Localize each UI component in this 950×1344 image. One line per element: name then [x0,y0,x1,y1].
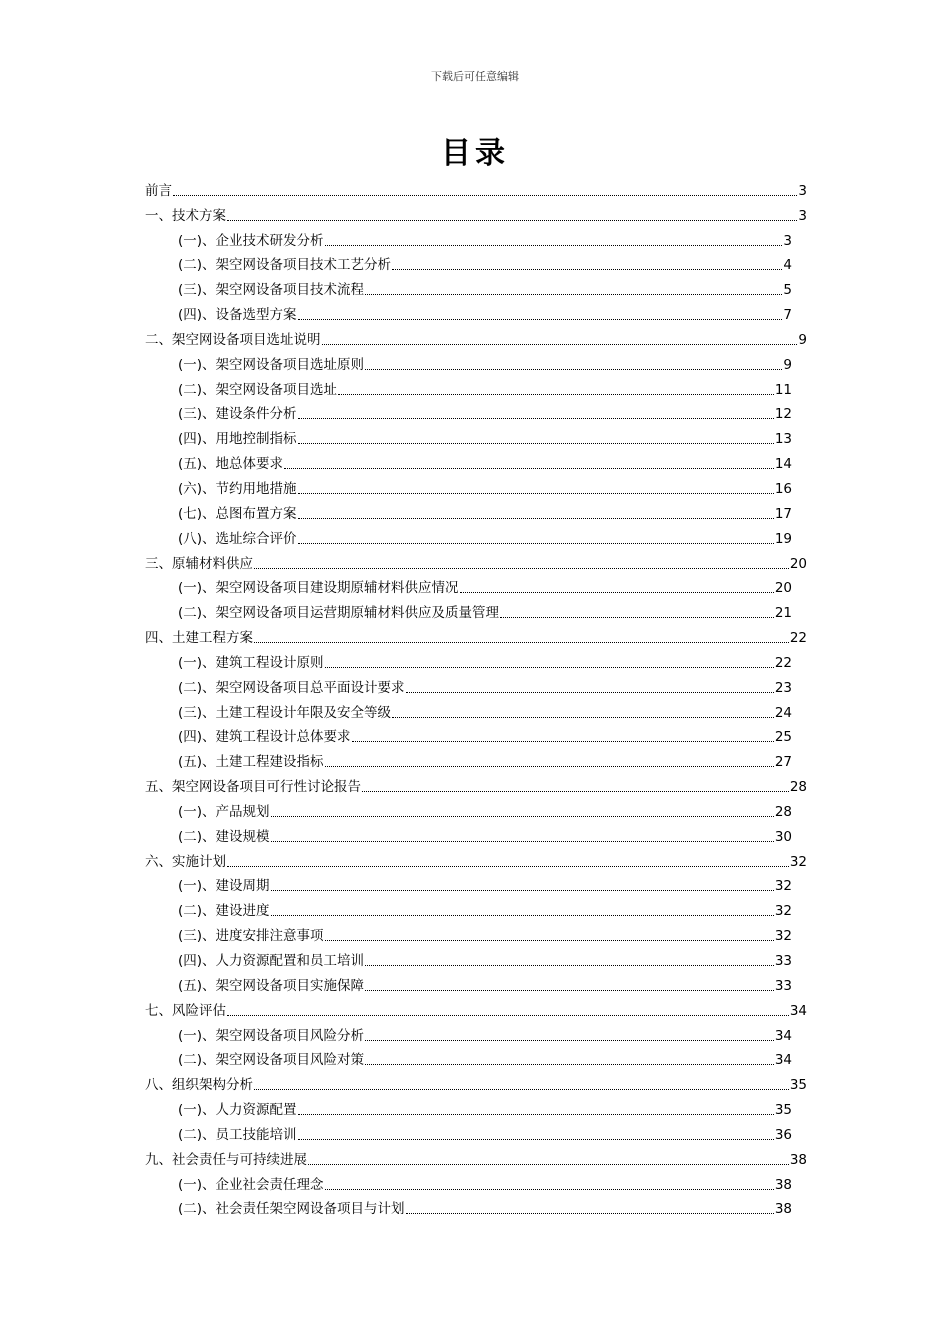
toc-entry-page-number: 13 [774,431,792,448]
toc-entry-page-number: 36 [774,1126,792,1143]
toc-entry-page-number: 33 [774,953,792,969]
toc-entry[interactable] [145,573,807,598]
toc-entry[interactable] [145,920,807,945]
toc-entry-page-number: 22 [789,630,807,647]
toc-dot-leader [298,1139,774,1140]
toc-dot-leader [500,617,774,618]
toc-entry-label: (一)、人力资源配置 [178,1102,297,1119]
toc-entry[interactable] [145,200,807,225]
toc-entry-label: (八)、选址综合评价 [178,530,297,547]
toc-dot-leader [365,369,782,370]
toc-entry-page-number: 22 [774,654,792,671]
toc-entry[interactable] [145,1194,807,1219]
toc-dot-leader [365,1064,774,1065]
toc-entry[interactable] [145,995,807,1020]
toc-entry[interactable] [145,1020,807,1045]
toc-entry-page-number: 30 [774,828,792,845]
toc-entry-label: (一)、企业社会责任理念 [178,1176,324,1193]
toc-entry-label: (三)、建设条件分析 [178,406,297,423]
toc-entry-page-number: 24 [774,704,792,721]
toc-entry-page-number: 5 [783,282,792,299]
toc-dot-leader [392,269,782,270]
toc-entry-page-number: 33 [774,977,792,994]
toc-entry-label: (五)、架空网设备项目实施保障 [178,977,365,994]
toc-entry-page-number: 17 [774,505,792,522]
toc-entry[interactable] [145,597,807,622]
toc-entry-page-number: 32 [774,903,792,920]
toc-entry[interactable] [145,324,807,349]
toc-entry-page-number: 16 [774,480,792,497]
toc-dot-leader [173,195,797,196]
toc-dot-leader [298,443,774,444]
toc-entry-label: (一)、架空网设备项目选址原则 [178,356,365,373]
toc-dot-leader [254,642,789,643]
toc-entry-label: (五)、土建工程建设指标 [178,754,324,771]
toc-dot-leader [271,915,774,916]
toc-entry[interactable] [145,1045,807,1070]
toc-entry-page-number: 28 [789,779,807,796]
toc-entry[interactable] [145,498,807,523]
toc-entry-label: (二)、架空网设备项目运营期原辅材料供应及质量管理 [178,605,500,622]
toc-dot-leader [254,568,789,569]
toc-entry-label: (四)、建筑工程设计总体要求 [178,729,351,746]
toc-entry[interactable] [145,399,807,424]
toc-entry-page-number: 27 [774,754,792,771]
toc-entry[interactable] [145,448,807,473]
toc-dot-leader [406,1213,774,1214]
toc-entry-label: 五、架空网设备项目可行性讨论报告 [145,779,361,796]
toc-entry-page-number: 19 [774,530,792,547]
toc-dot-leader [271,816,774,817]
toc-entry[interactable] [145,1094,807,1119]
toc-entry[interactable] [145,423,807,448]
toc-entry-label: (二)、架空网设备项目风险对策 [178,1052,365,1069]
toc-dot-leader [365,294,782,295]
toc-entry-page-number: 32 [774,878,792,895]
page-title: 目录 [441,136,509,171]
toc-entry-page-number: 9 [798,331,807,348]
toc-entry-label: (二)、架空网设备项目选址 [178,381,338,398]
toc-entry[interactable] [145,970,807,995]
toc-entry[interactable] [145,771,807,796]
toc-entry[interactable] [145,821,807,846]
toc-entry-label: 七、风险评估 [145,1002,226,1019]
toc-entry-page-number: 34 [774,1052,792,1069]
toc-entry-page-number: 9 [783,356,792,373]
toc-entry-page-number: 3 [798,182,807,199]
toc-dot-leader [298,1114,774,1115]
toc-entry-label: (二)、建设规模 [178,828,270,845]
toc-entry[interactable] [145,871,807,896]
toc-entry-page-number: 28 [774,803,792,820]
toc-dot-leader [254,1089,789,1090]
toc-entry[interactable] [145,299,807,324]
toc-entry-page-number: 3 [783,232,792,249]
toc-dot-leader [365,990,774,991]
toc-entry-label: (二)、建设进度 [178,903,270,920]
toc-entry[interactable] [145,225,807,250]
toc-entry[interactable] [145,796,807,821]
toc-entry-label: (一)、企业技术研发分析 [178,232,324,249]
toc-dot-leader [284,468,774,469]
toc-entry-label: 二、架空网设备项目选址说明 [145,331,321,348]
toc-entry[interactable] [145,1169,807,1194]
toc-entry-page-number: 32 [789,853,807,870]
toc-entry-label: (二)、社会责任架空网设备项目与计划 [178,1201,405,1218]
toc-entry[interactable] [145,622,807,647]
toc-entry[interactable] [145,250,807,275]
toc-entry-page-number: 35 [789,1077,807,1094]
toc-entry-label: (七)、总图布置方案 [178,505,297,522]
toc-dot-leader [338,394,774,395]
toc-entry-page-number: 14 [774,456,792,473]
toc-entry[interactable] [145,647,807,672]
toc-entry-page-number: 21 [774,605,792,622]
toc-dot-leader [365,1040,774,1041]
toc-entry[interactable] [145,349,807,374]
toc-entry-label: (一)、架空网设备项目建设期原辅材料供应情况 [178,580,459,597]
toc-entry-label: (三)、架空网设备项目技术流程 [178,282,365,299]
toc-entry[interactable] [145,895,807,920]
toc-entry-label: 六、实施计划 [145,853,226,870]
toc-dot-leader [298,518,774,519]
toc-dot-leader [227,1015,789,1016]
toc-entry-page-number: 32 [774,928,792,945]
toc-dot-leader [352,741,774,742]
toc-entry-page-number: 11 [774,381,792,398]
toc-entry-page-number: 3 [798,207,807,224]
toc-dot-leader [322,344,798,345]
toc-entry-page-number: 20 [789,555,807,572]
toc-entry[interactable] [145,473,807,498]
toc-dot-leader [325,667,774,668]
toc-dot-leader [227,220,797,221]
toc-entry[interactable] [145,722,807,747]
toc-dot-leader [325,245,783,246]
toc-entry-label: (三)、进度安排注意事项 [178,928,324,945]
toc-entry-label: (二)、架空网设备项目技术工艺分析 [178,257,392,274]
toc-entry-label: (五)、地总体要求 [178,456,284,473]
toc-entry-page-number: 20 [774,580,792,597]
toc-entry-label: 九、社会责任与可持续进展 [145,1151,307,1168]
toc-entry-label: (一)、建筑工程设计原则 [178,654,324,671]
toc-dot-leader [298,493,774,494]
toc-entry-label: 八、组织架构分析 [145,1077,253,1094]
toc-entry[interactable] [145,1119,807,1144]
toc-dot-leader [392,717,774,718]
toc-dot-leader [308,1164,789,1165]
toc-entry[interactable] [145,697,807,722]
toc-entry-page-number: 34 [789,1002,807,1019]
toc-dot-leader [362,791,789,792]
toc-entry-page-number: 38 [789,1151,807,1168]
toc-dot-leader [406,692,774,693]
toc-entry-page-number: 38 [774,1176,792,1193]
toc-entry[interactable] [145,846,807,871]
toc-entry-page-number: 38 [774,1201,792,1218]
toc-entry-page-number: 35 [774,1102,792,1119]
toc-entry-label: 一、技术方案 [145,207,226,224]
toc-entry-label: (六)、节约用地措施 [178,480,297,497]
toc-entry-label: (三)、土建工程设计年限及安全等级 [178,704,392,721]
toc-entry-label: 三、原辅材料供应 [145,555,253,572]
toc-entry-label: 四、土建工程方案 [145,630,253,647]
toc-entry-page-number: 4 [783,257,792,274]
toc-entry-label: (一)、建设周期 [178,878,270,895]
toc-entry[interactable] [145,945,807,970]
toc-entry[interactable] [145,1144,807,1169]
toc-dot-leader [298,543,774,544]
toc-entry-page-number: 12 [774,406,792,423]
toc-entry[interactable] [145,175,807,200]
toc-entry[interactable] [145,523,807,548]
toc-entry-label: (二)、架空网设备项目总平面设计要求 [178,679,405,696]
toc-entry[interactable] [145,548,807,573]
toc-dot-leader [227,866,789,867]
toc-dot-leader [271,890,774,891]
toc-entry[interactable] [145,274,807,299]
table-of-contents [145,175,807,1218]
toc-dot-leader [460,592,774,593]
toc-entry-label: (四)、设备选型方案 [178,307,297,324]
toc-entry-page-number: 23 [774,679,792,696]
toc-entry-page-number: 34 [774,1027,792,1044]
toc-entry[interactable] [145,746,807,771]
toc-entry[interactable] [145,1069,807,1094]
toc-entry-label: (四)、用地控制指标 [178,431,297,448]
toc-dot-leader [298,319,783,320]
toc-dot-leader [325,766,774,767]
toc-entry-label: 前言 [145,182,172,199]
toc-entry-label: (四)、人力资源配置和员工培训 [178,953,365,969]
toc-entry-page-number: 7 [783,307,792,324]
toc-dot-leader [271,841,774,842]
toc-dot-leader [325,940,774,941]
toc-entry-label: (二)、员工技能培训 [178,1126,297,1143]
toc-entry-label: (一)、架空网设备项目风险分析 [178,1027,365,1044]
header-note: 下载后可任意编辑 [431,70,519,83]
toc-dot-leader [298,418,774,419]
toc-entry[interactable] [145,672,807,697]
toc-entry[interactable] [145,374,807,399]
toc-dot-leader [365,965,774,966]
toc-dot-leader [325,1189,774,1190]
toc-entry-label: (一)、产品规划 [178,803,270,820]
toc-entry-page-number: 25 [774,729,792,746]
